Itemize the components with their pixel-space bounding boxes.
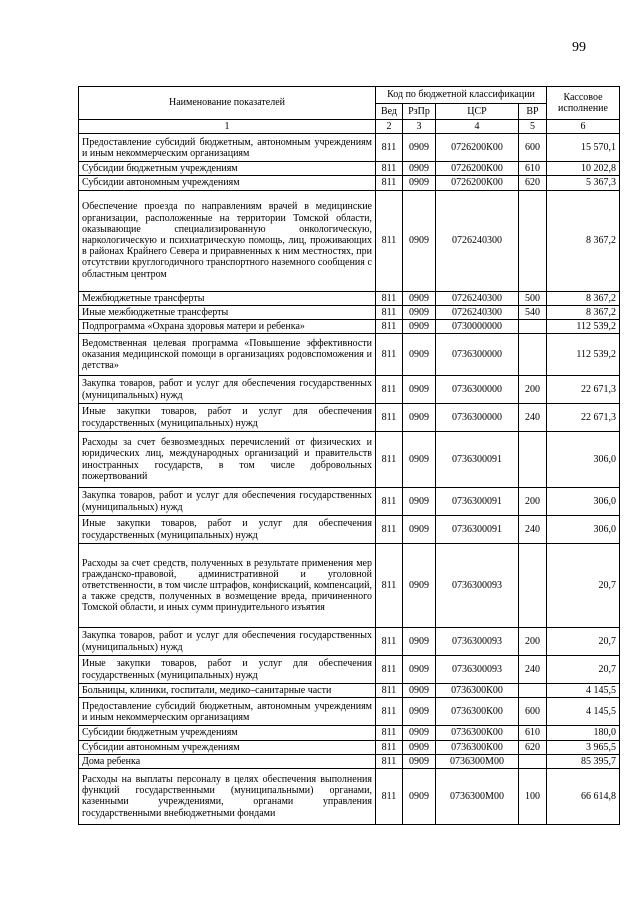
row-csr: 0736300К00 <box>436 684 519 698</box>
row-rzpr: 0909 <box>403 684 436 698</box>
row-csr: 0726240300 <box>436 305 519 319</box>
row-csr: 0726240300 <box>436 291 519 305</box>
row-rzpr: 0909 <box>403 628 436 656</box>
row-name: Иные межбюджетные трансферты <box>79 305 376 319</box>
row-ved: 811 <box>376 656 403 684</box>
row-vr: 240 <box>519 404 547 432</box>
row-csr: 0726200К00 <box>436 134 519 162</box>
row-ved: 811 <box>376 726 403 740</box>
row-rzpr: 0909 <box>403 291 436 305</box>
row-csr: 0736300093 <box>436 628 519 656</box>
row-name: Расходы за счет средств, полученных в результате применения мер гражданско-правовой, административной и уголовной ответственности, в том числе штрафов, конфискаций, компенсаций, а также средств, полученных в возмещение вреда, причиненного Томской области, и иных сумм принудительного изъятия <box>79 544 376 628</box>
row-amount: 10 202,8 <box>547 162 620 176</box>
row-ved: 811 <box>376 754 403 768</box>
row-vr <box>519 684 547 698</box>
row-rzpr: 0909 <box>403 404 436 432</box>
table-row <box>79 544 620 628</box>
row-amount: 180,0 <box>547 726 620 740</box>
row-amount: 8 367,2 <box>547 291 620 305</box>
row-amount: 112 539,2 <box>547 319 620 333</box>
row-ved: 811 <box>376 319 403 333</box>
row-rzpr: 0909 <box>403 334 436 376</box>
row-name: Иные закупки товаров, работ и услуг для обеспечения государственных (муниципальных) нужд <box>79 656 376 684</box>
row-vr: 240 <box>519 516 547 544</box>
row-ved: 811 <box>376 190 403 291</box>
table-row <box>79 684 620 698</box>
row-rzpr: 0909 <box>403 176 436 190</box>
row-vr <box>519 544 547 628</box>
table-row <box>79 190 620 291</box>
row-name: Дома ребенка <box>79 754 376 768</box>
row-csr: 0736300К00 <box>436 740 519 754</box>
row-name: Субсидии автономным учреждениям <box>79 176 376 190</box>
row-amount: 20,7 <box>547 656 620 684</box>
row-rzpr: 0909 <box>403 726 436 740</box>
row-vr: 200 <box>519 488 547 516</box>
row-name: Закупка товаров, работ и услуг для обеспечения государственных (муниципальных) нужд <box>79 376 376 404</box>
row-ved: 811 <box>376 740 403 754</box>
col-number: 3 <box>403 120 436 134</box>
row-csr: 0726200К00 <box>436 162 519 176</box>
row-amount: 5 367,3 <box>547 176 620 190</box>
row-rzpr: 0909 <box>403 768 436 824</box>
row-rzpr: 0909 <box>403 319 436 333</box>
row-ved: 811 <box>376 291 403 305</box>
row-ved: 811 <box>376 628 403 656</box>
row-amount: 4 145,5 <box>547 684 620 698</box>
row-vr: 620 <box>519 740 547 754</box>
table-row <box>79 432 620 488</box>
row-csr: 0736300093 <box>436 544 519 628</box>
row-vr: 610 <box>519 162 547 176</box>
row-amount: 8 367,2 <box>547 190 620 291</box>
table-row <box>79 404 620 432</box>
row-rzpr: 0909 <box>403 754 436 768</box>
row-amount: 8 367,2 <box>547 305 620 319</box>
row-ved: 811 <box>376 162 403 176</box>
row-vr: 200 <box>519 628 547 656</box>
header-name: Наименование показателей <box>79 87 376 120</box>
row-rzpr: 0909 <box>403 134 436 162</box>
row-rzpr: 0909 <box>403 740 436 754</box>
row-name: Предоставление субсидий бюджетным, автономным учреждениям и иным некоммерческим организациям <box>79 134 376 162</box>
row-amount: 112 539,2 <box>547 334 620 376</box>
row-vr: 540 <box>519 305 547 319</box>
table-row <box>79 488 620 516</box>
table-row <box>79 376 620 404</box>
col-number: 5 <box>519 120 547 134</box>
table-row <box>79 768 620 824</box>
row-csr: 0736300К00 <box>436 726 519 740</box>
header-budget-code: Код по бюджетной классификации <box>376 87 547 104</box>
row-vr: 500 <box>519 291 547 305</box>
row-amount: 22 671,3 <box>547 376 620 404</box>
row-amount: 306,0 <box>547 488 620 516</box>
row-vr: 600 <box>519 698 547 726</box>
row-name: Межбюджетные трансферты <box>79 291 376 305</box>
col-number: 6 <box>547 120 620 134</box>
table-row <box>79 334 620 376</box>
table-row <box>79 134 620 162</box>
row-rzpr: 0909 <box>403 190 436 291</box>
row-name: Больницы, клиники, госпитали, медико–санитарные части <box>79 684 376 698</box>
table-row <box>79 291 620 305</box>
row-csr: 0726240300 <box>436 190 519 291</box>
row-vr: 200 <box>519 376 547 404</box>
row-vr: 600 <box>519 134 547 162</box>
table-row <box>79 516 620 544</box>
row-name: Ведомственная целевая программа «Повышение эффективности оказания медицинской помощи в организациях родовспоможения и детства» <box>79 334 376 376</box>
row-name: Закупка товаров, работ и услуг для обеспечения государственных (муниципальных) нужд <box>79 628 376 656</box>
row-vr: 610 <box>519 726 547 740</box>
row-ved: 811 <box>376 516 403 544</box>
row-csr: 0736300093 <box>436 656 519 684</box>
row-ved: 811 <box>376 376 403 404</box>
row-csr: 0726200К00 <box>436 176 519 190</box>
row-amount: 22 671,3 <box>547 404 620 432</box>
row-csr: 0736300091 <box>436 516 519 544</box>
table-row <box>79 698 620 726</box>
row-rzpr: 0909 <box>403 516 436 544</box>
budget-table <box>78 86 620 825</box>
row-csr: 0736300М00 <box>436 754 519 768</box>
row-name: Закупка товаров, работ и услуг для обеспечения государственных (муниципальных) нужд <box>79 488 376 516</box>
row-vr <box>519 190 547 291</box>
table-row <box>79 628 620 656</box>
row-amount: 15 570,1 <box>547 134 620 162</box>
row-name: Расходы на выплаты персоналу в целях обеспечения выполнения функций государственными (муниципальными) органами, казенными учреждениями, органами управления государственными внебюджетными фондами <box>79 768 376 824</box>
table-row <box>79 740 620 754</box>
row-ved: 811 <box>376 176 403 190</box>
row-rzpr: 0909 <box>403 432 436 488</box>
row-name: Обеспечение проезда по направлениям врачей в медицинские организации, расположенные на территории Томской области, оказывающие специализированную онкологическую, наркологическую и психиатрическую помощь, лиц, проживающих в районах Крайнего Севера и приравненных к ним местностях, при отсутствии круглогодичного транспортного наземного сообщения с областным центром <box>79 190 376 291</box>
row-rzpr: 0909 <box>403 162 436 176</box>
row-amount: 4 145,5 <box>547 698 620 726</box>
row-csr: 0730000000 <box>436 319 519 333</box>
row-rzpr: 0909 <box>403 698 436 726</box>
row-csr: 0736300091 <box>436 488 519 516</box>
table-row <box>79 305 620 319</box>
row-csr: 0736300М00 <box>436 768 519 824</box>
row-ved: 811 <box>376 305 403 319</box>
row-vr: 240 <box>519 656 547 684</box>
row-amount: 3 965,5 <box>547 740 620 754</box>
row-csr: 0736300000 <box>436 376 519 404</box>
row-name: Расходы за счет безвозмездных перечислений от физических и юридических лиц, международных организаций и правительств иностранных государств, в том числе добровольных пожертвований <box>79 432 376 488</box>
row-name: Предоставление субсидий бюджетным, автономным учреждениям и иным некоммерческим организациям <box>79 698 376 726</box>
table-body <box>79 134 620 825</box>
row-ved: 811 <box>376 768 403 824</box>
row-ved: 811 <box>376 488 403 516</box>
header-rzpr: РзПр <box>403 104 436 120</box>
row-name: Субсидии бюджетным учреждениям <box>79 726 376 740</box>
page-number: 99 <box>572 40 586 55</box>
row-vr <box>519 432 547 488</box>
row-amount: 85 395,7 <box>547 754 620 768</box>
row-vr: 100 <box>519 768 547 824</box>
row-vr <box>519 334 547 376</box>
table-row <box>79 656 620 684</box>
row-rzpr: 0909 <box>403 376 436 404</box>
header-vr: ВР <box>519 104 547 120</box>
row-rzpr: 0909 <box>403 488 436 516</box>
row-csr: 0736300091 <box>436 432 519 488</box>
header-execution: Кассовое исполнение <box>547 87 620 120</box>
row-csr: 0736300000 <box>436 404 519 432</box>
table-row <box>79 162 620 176</box>
row-ved: 811 <box>376 404 403 432</box>
row-name: Субсидии бюджетным учреждениям <box>79 162 376 176</box>
row-rzpr: 0909 <box>403 305 436 319</box>
row-name: Подпрограмма «Охрана здоровья матери и ребенка» <box>79 319 376 333</box>
table-row <box>79 726 620 740</box>
row-name: Иные закупки товаров, работ и услуг для обеспечения государственных (муниципальных) нужд <box>79 404 376 432</box>
col-number: 2 <box>376 120 403 134</box>
row-amount: 306,0 <box>547 432 620 488</box>
table-row <box>79 176 620 190</box>
row-ved: 811 <box>376 544 403 628</box>
table-row <box>79 319 620 333</box>
table-row <box>79 754 620 768</box>
row-vr: 620 <box>519 176 547 190</box>
row-amount: 20,7 <box>547 628 620 656</box>
row-csr: 0736300К00 <box>436 698 519 726</box>
col-number: 1 <box>79 120 376 134</box>
row-amount: 20,7 <box>547 544 620 628</box>
row-name: Иные закупки товаров, работ и услуг для обеспечения государственных (муниципальных) нужд <box>79 516 376 544</box>
row-ved: 811 <box>376 698 403 726</box>
row-vr <box>519 754 547 768</box>
row-rzpr: 0909 <box>403 544 436 628</box>
row-ved: 811 <box>376 432 403 488</box>
row-ved: 811 <box>376 684 403 698</box>
row-rzpr: 0909 <box>403 656 436 684</box>
row-vr <box>519 319 547 333</box>
header-csr: ЦСР <box>436 104 519 120</box>
header-ved: Вед <box>376 104 403 120</box>
row-amount: 306,0 <box>547 516 620 544</box>
row-name: Субсидии автономным учреждениям <box>79 740 376 754</box>
row-amount: 66 614,8 <box>547 768 620 824</box>
col-number: 4 <box>436 120 519 134</box>
row-csr: 0736300000 <box>436 334 519 376</box>
row-ved: 811 <box>376 334 403 376</box>
row-ved: 811 <box>376 134 403 162</box>
